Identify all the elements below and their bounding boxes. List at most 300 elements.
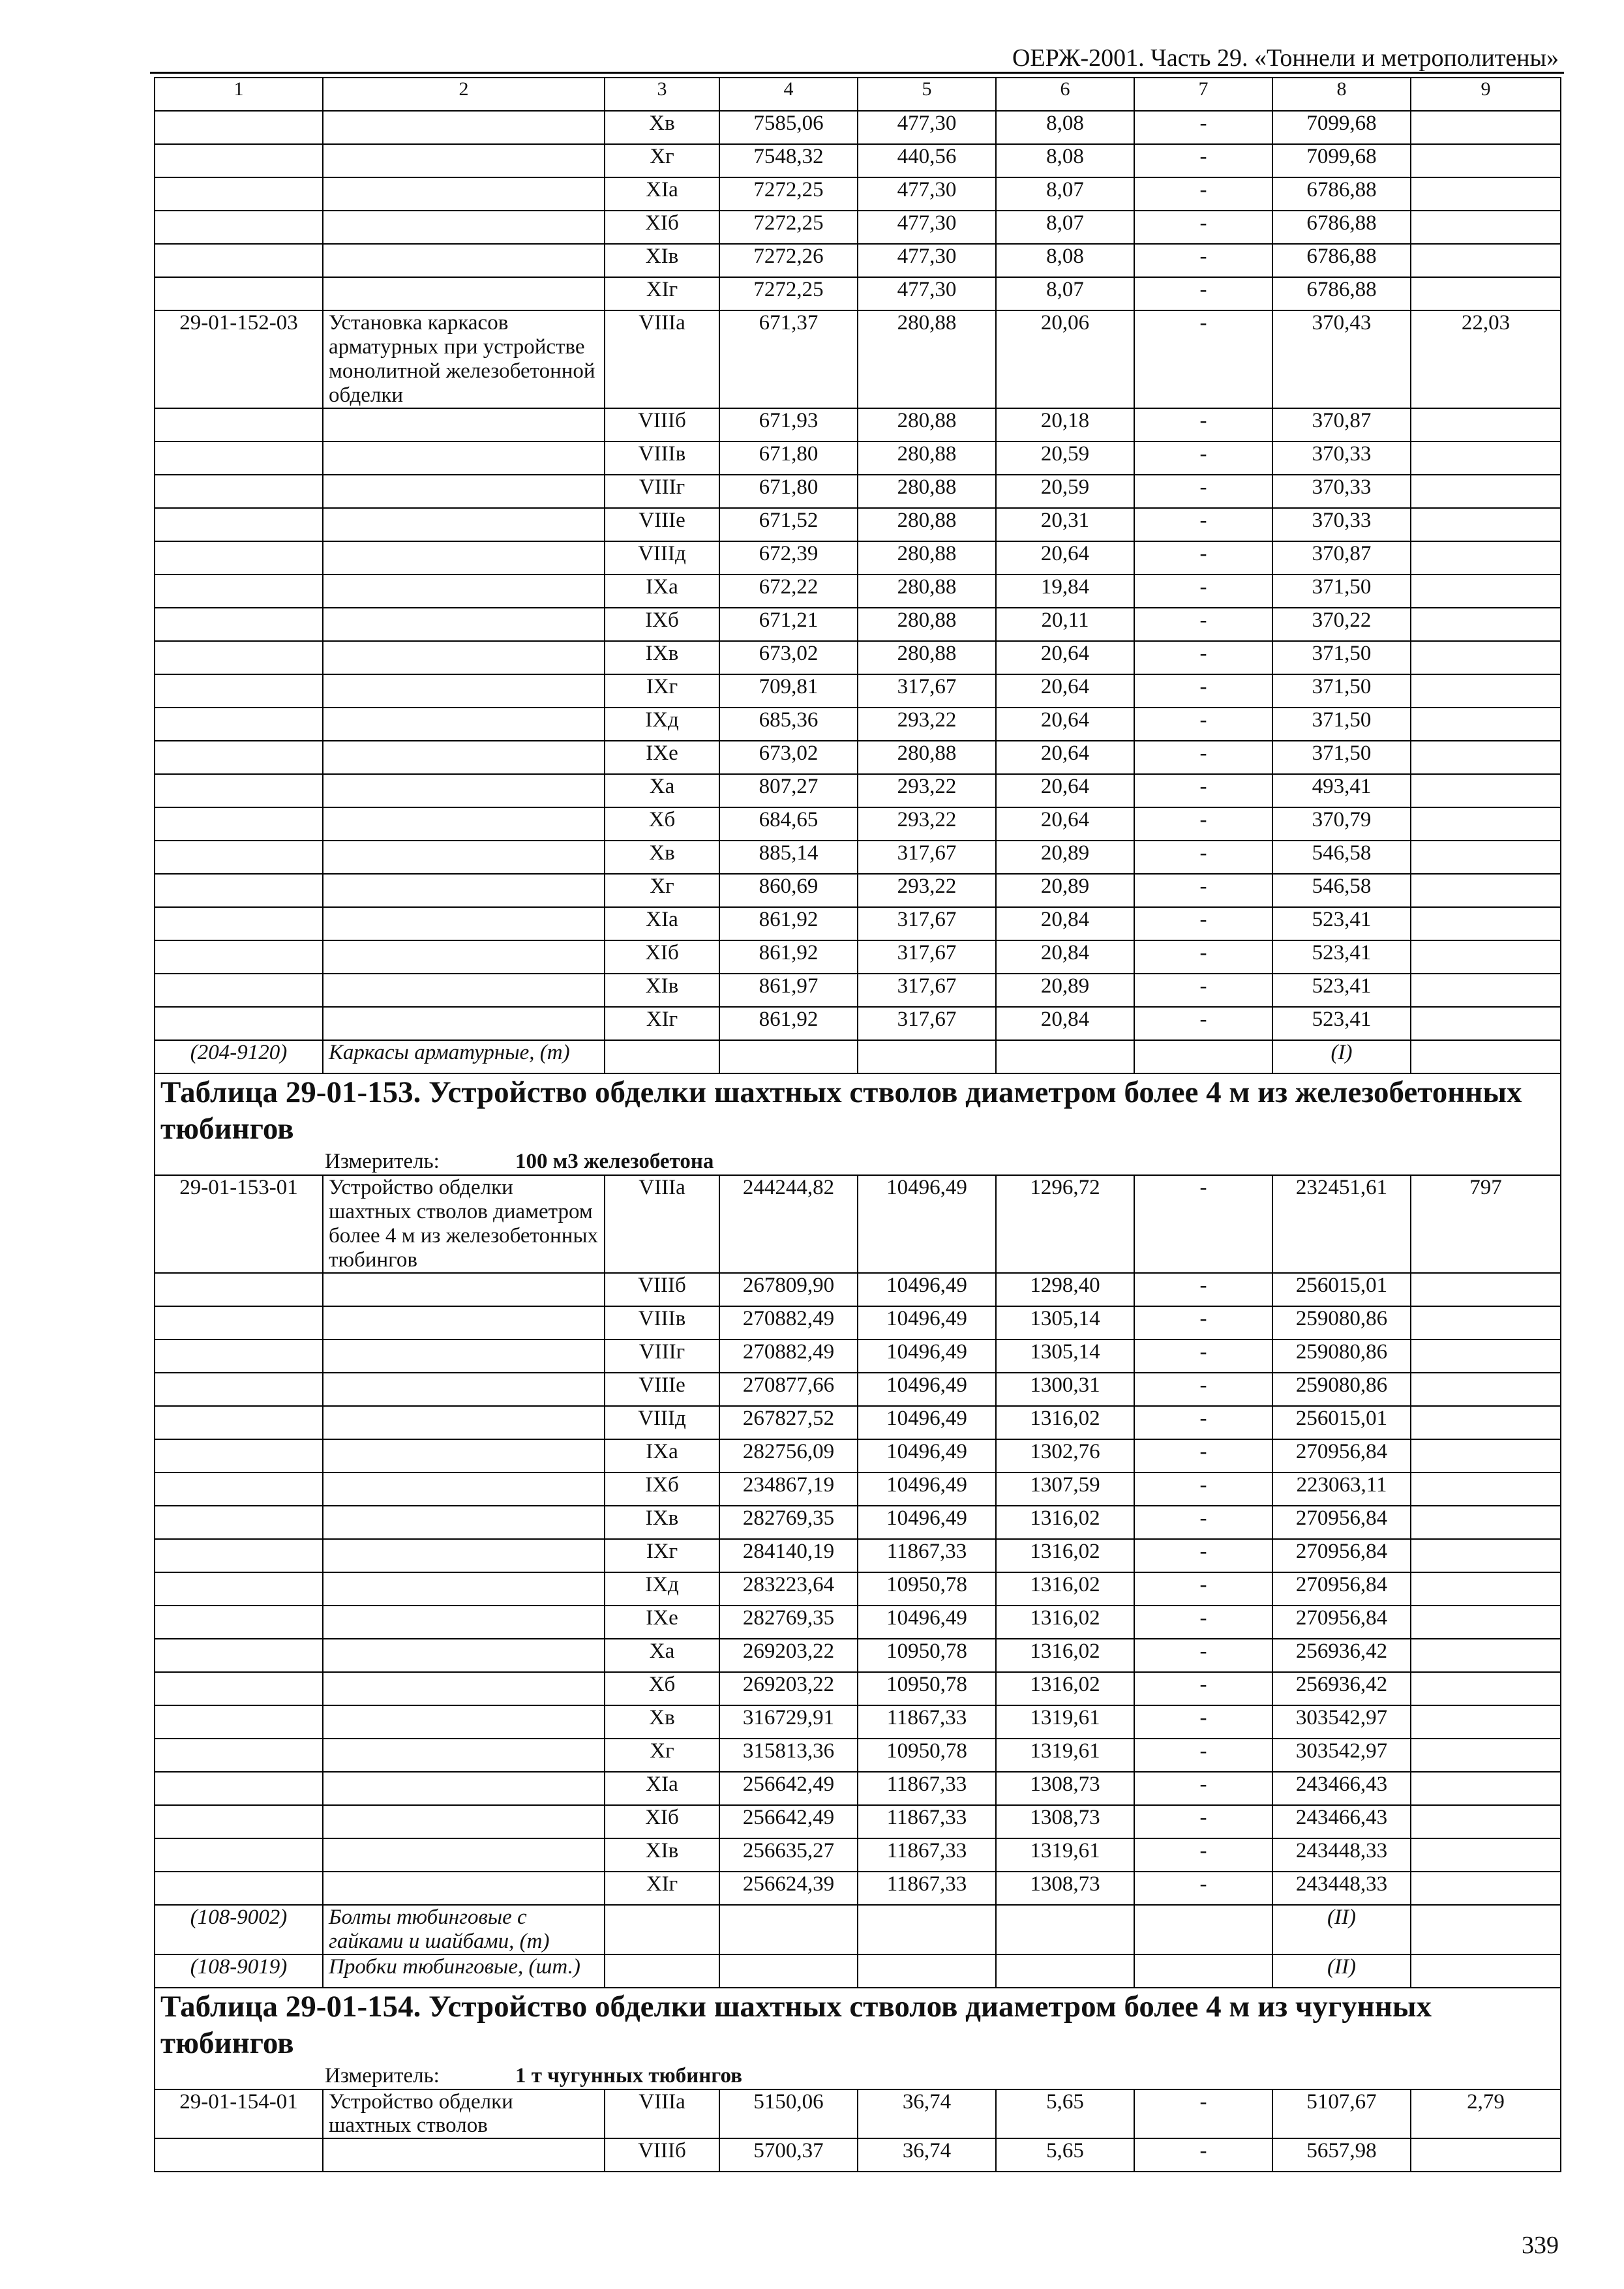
direct-cost: 283223,64 <box>719 1572 858 1606</box>
rate-name <box>323 940 605 974</box>
region-code: VIIIе <box>605 1373 719 1406</box>
measure-value: 1 т чугунных тюбингов <box>515 2063 742 2087</box>
machinist-wages: - <box>1134 1672 1272 1705</box>
rate-name <box>323 475 605 508</box>
machinist-wages: - <box>1134 674 1272 708</box>
wages: 280,88 <box>858 741 996 774</box>
rate-code <box>155 1872 323 1905</box>
direct-cost: 671,21 <box>719 608 858 641</box>
materials-cost: 6786,88 <box>1272 277 1411 310</box>
wages: 477,30 <box>858 277 996 310</box>
table-row <box>155 907 1561 940</box>
materials-cost: 371,50 <box>1272 641 1411 674</box>
materials-cost: 371,50 <box>1272 708 1411 741</box>
direct-cost: 709,81 <box>719 674 858 708</box>
machine-cost: 20,84 <box>996 940 1134 974</box>
wages: 10496,49 <box>858 1439 996 1473</box>
empty-cell <box>1134 1954 1272 1988</box>
direct-cost: 7585,06 <box>719 111 858 144</box>
machine-cost: 20,84 <box>996 1007 1134 1040</box>
region-code: VIIIе <box>605 508 719 541</box>
page-number: 339 <box>1522 2232 1559 2259</box>
region-code: IХг <box>605 674 719 708</box>
machinist-wages: - <box>1134 2138 1272 2172</box>
rate-name <box>323 1373 605 1406</box>
machine-cost: 1308,73 <box>996 1872 1134 1905</box>
labor-cost <box>1411 774 1561 807</box>
direct-cost: 673,02 <box>719 641 858 674</box>
direct-cost: 7272,25 <box>719 211 858 244</box>
table-row <box>155 1772 1561 1805</box>
materials-cost: 270956,84 <box>1272 1539 1411 1572</box>
machine-cost: 20,11 <box>996 608 1134 641</box>
resource-group: (II) <box>1272 1954 1411 1988</box>
wages: 10496,49 <box>858 1306 996 1339</box>
empty-cell <box>719 1040 858 1073</box>
rate-code <box>155 1406 323 1439</box>
column-number: 4 <box>719 78 858 111</box>
rate-name <box>323 441 605 475</box>
table-row <box>155 1506 1561 1539</box>
labor-cost <box>1411 940 1561 974</box>
machinist-wages: - <box>1134 277 1272 310</box>
wages: 10496,49 <box>858 1406 996 1439</box>
labor-cost <box>1411 841 1561 874</box>
materials-cost: 523,41 <box>1272 1007 1411 1040</box>
labor-cost <box>1411 408 1561 441</box>
region-code: IХе <box>605 1606 719 1639</box>
table-row <box>155 807 1561 841</box>
rate-name <box>323 1439 605 1473</box>
empty-cell <box>605 1954 719 1988</box>
region-code: Хв <box>605 841 719 874</box>
region-code: IХв <box>605 641 719 674</box>
table-row <box>155 1306 1561 1339</box>
table-row <box>155 1572 1561 1606</box>
rate-code <box>155 1639 323 1672</box>
rate-code <box>155 2138 323 2172</box>
machine-cost: 1316,02 <box>996 1539 1134 1572</box>
machine-cost: 20,84 <box>996 907 1134 940</box>
column-number-row <box>155 78 1561 111</box>
rate-code <box>155 144 323 177</box>
direct-cost: 885,14 <box>719 841 858 874</box>
measure-label: Измеритель: <box>325 1149 440 1173</box>
table-row <box>155 974 1561 1007</box>
region-code: Хг <box>605 874 719 907</box>
machine-cost: 1319,61 <box>996 1739 1134 1772</box>
empty-cell <box>996 1905 1134 1954</box>
table-row <box>155 1606 1561 1639</box>
machinist-wages: - <box>1134 1306 1272 1339</box>
wages: 11867,33 <box>858 1705 996 1739</box>
table-row <box>155 1838 1561 1872</box>
labor-cost <box>1411 674 1561 708</box>
wages: 11867,33 <box>858 1805 996 1838</box>
table-row <box>155 1339 1561 1373</box>
region-code: IХб <box>605 608 719 641</box>
rate-code <box>155 1705 323 1739</box>
table-row <box>155 441 1561 475</box>
table-row <box>155 244 1561 277</box>
empty-cell <box>1411 1905 1561 1954</box>
direct-cost: 7272,26 <box>719 244 858 277</box>
wages: 440,56 <box>858 144 996 177</box>
rate-code <box>155 1339 323 1373</box>
table-title-154 <box>155 1988 1561 2089</box>
rate-name <box>323 708 605 741</box>
table-title-153 <box>155 1073 1561 1175</box>
materials-cost: 259080,86 <box>1272 1339 1411 1373</box>
empty-cell <box>858 1954 996 1988</box>
wages: 317,67 <box>858 841 996 874</box>
labor-cost <box>1411 907 1561 940</box>
wages: 10950,78 <box>858 1572 996 1606</box>
direct-cost: 861,92 <box>719 907 858 940</box>
wages: 477,30 <box>858 111 996 144</box>
resource-row <box>155 1954 1561 1988</box>
machine-cost: 1302,76 <box>996 1439 1134 1473</box>
table-row <box>155 940 1561 974</box>
column-number: 2 <box>323 78 605 111</box>
rate-code <box>155 1838 323 1872</box>
wages: 293,22 <box>858 774 996 807</box>
resource-row <box>155 1905 1561 1954</box>
rate-name <box>323 1473 605 1506</box>
empty-cell <box>719 1954 858 1988</box>
resource-group: (II) <box>1272 1905 1411 1954</box>
wages: 11867,33 <box>858 1838 996 1872</box>
rate-code <box>155 608 323 641</box>
rate-name <box>323 1606 605 1639</box>
materials-cost: 523,41 <box>1272 974 1411 1007</box>
direct-cost: 267827,52 <box>719 1406 858 1439</box>
table-row <box>155 1473 1561 1506</box>
materials-cost: 523,41 <box>1272 940 1411 974</box>
wages: 10950,78 <box>858 1672 996 1705</box>
rate-code <box>155 974 323 1007</box>
machinist-wages: - <box>1134 441 1272 475</box>
direct-cost: 671,93 <box>719 408 858 441</box>
wages: 36,74 <box>858 2089 996 2139</box>
direct-cost: 270877,66 <box>719 1373 858 1406</box>
measure-label: Измеритель: <box>325 2063 440 2087</box>
machine-cost: 20,59 <box>996 475 1134 508</box>
rate-name <box>323 1273 605 1306</box>
materials-cost: 370,33 <box>1272 441 1411 475</box>
direct-cost: 671,37 <box>719 310 858 408</box>
materials-cost: 5657,98 <box>1272 2138 1411 2172</box>
labor-cost <box>1411 508 1561 541</box>
wages: 10496,49 <box>858 1175 996 1273</box>
rates-table <box>154 77 1561 2172</box>
wages: 280,88 <box>858 541 996 575</box>
machine-cost: 20,18 <box>996 408 1134 441</box>
region-code: Хг <box>605 1739 719 1772</box>
table-row <box>155 874 1561 907</box>
labor-cost <box>1411 1838 1561 1872</box>
region-code: ХIг <box>605 277 719 310</box>
machinist-wages: - <box>1134 408 1272 441</box>
labor-cost <box>1411 1373 1561 1406</box>
machine-cost: 1316,02 <box>996 1639 1134 1672</box>
rate-name <box>323 1339 605 1373</box>
table-row <box>155 1439 1561 1473</box>
rate-name <box>323 641 605 674</box>
rate-name <box>323 841 605 874</box>
machine-cost: 8,07 <box>996 277 1134 310</box>
wages: 10496,49 <box>858 1273 996 1306</box>
region-code: VIIIа <box>605 1175 719 1273</box>
rate-code <box>155 277 323 310</box>
wages: 10950,78 <box>858 1639 996 1672</box>
materials-cost: 6786,88 <box>1272 177 1411 211</box>
direct-cost: 671,52 <box>719 508 858 541</box>
wages: 11867,33 <box>858 1772 996 1805</box>
wages: 317,67 <box>858 907 996 940</box>
wages: 10496,49 <box>858 1606 996 1639</box>
table-row <box>155 2138 1561 2172</box>
labor-cost <box>1411 807 1561 841</box>
wages: 280,88 <box>858 508 996 541</box>
labor-cost <box>1411 1805 1561 1838</box>
region-code: IХд <box>605 1572 719 1606</box>
rate-code <box>155 1273 323 1306</box>
labor-cost <box>1411 1007 1561 1040</box>
direct-cost: 284140,19 <box>719 1539 858 1572</box>
direct-cost: 269203,22 <box>719 1672 858 1705</box>
table-row <box>155 774 1561 807</box>
table-row <box>155 111 1561 144</box>
machinist-wages: - <box>1134 1639 1272 1672</box>
machine-cost: 1305,14 <box>996 1306 1134 1339</box>
materials-cost: 370,87 <box>1272 541 1411 575</box>
rate-name: Устройство обделки шахтных стволов <box>323 2089 605 2139</box>
rate-code <box>155 441 323 475</box>
direct-cost: 315813,36 <box>719 1739 858 1772</box>
materials-cost: 370,79 <box>1272 807 1411 841</box>
rate-code <box>155 1439 323 1473</box>
rate-name <box>323 1672 605 1705</box>
region-code: IХб <box>605 1473 719 1506</box>
rate-name <box>323 1007 605 1040</box>
rate-name <box>323 1838 605 1872</box>
region-code: VIIIб <box>605 408 719 441</box>
region-code: VIIIв <box>605 441 719 475</box>
rate-name <box>323 1572 605 1606</box>
direct-cost: 861,97 <box>719 974 858 1007</box>
direct-cost: 7272,25 <box>719 177 858 211</box>
labor-cost: 22,03 <box>1411 310 1561 408</box>
table-row <box>155 1007 1561 1040</box>
machinist-wages: - <box>1134 1373 1272 1406</box>
table-row <box>155 1373 1561 1406</box>
rate-code <box>155 841 323 874</box>
rate-name: Установка каркасов арматурных при устройстве монолитной железобетонной обделки <box>323 310 605 408</box>
rate-name <box>323 177 605 211</box>
table-row <box>155 277 1561 310</box>
resources-153 <box>155 1905 1561 1988</box>
labor-cost <box>1411 1506 1561 1539</box>
machine-cost: 20,64 <box>996 774 1134 807</box>
labor-cost <box>1411 1572 1561 1606</box>
machinist-wages: - <box>1134 1539 1272 1572</box>
machinist-wages: - <box>1134 1439 1272 1473</box>
region-code: ХIв <box>605 974 719 1007</box>
direct-cost: 860,69 <box>719 874 858 907</box>
machinist-wages: - <box>1134 940 1272 974</box>
rate-code <box>155 874 323 907</box>
materials-cost: 270956,84 <box>1272 1506 1411 1539</box>
materials-cost: 371,50 <box>1272 575 1411 608</box>
direct-cost: 672,22 <box>719 575 858 608</box>
table-row <box>155 1672 1561 1705</box>
rate-name <box>323 408 605 441</box>
labor-cost <box>1411 1739 1561 1772</box>
direct-cost: 7548,32 <box>719 144 858 177</box>
rate-code <box>155 641 323 674</box>
materials-cost: 303542,97 <box>1272 1739 1411 1772</box>
region-code: VIIIд <box>605 1406 719 1439</box>
materials-cost: 370,33 <box>1272 475 1411 508</box>
resource-code: (108-9002) <box>155 1905 323 1954</box>
machinist-wages: - <box>1134 1739 1272 1772</box>
measure-line <box>160 2063 1555 2089</box>
rate-name <box>323 1406 605 1439</box>
direct-cost: 861,92 <box>719 1007 858 1040</box>
direct-cost: 316729,91 <box>719 1705 858 1739</box>
table-row <box>155 310 1561 408</box>
rate-code <box>155 907 323 940</box>
materials-cost: 6786,88 <box>1272 211 1411 244</box>
machinist-wages: - <box>1134 907 1272 940</box>
block-29-01-154-01 <box>155 2089 1561 2172</box>
machine-cost: 20,59 <box>996 441 1134 475</box>
materials-cost: 371,50 <box>1272 674 1411 708</box>
table-title-cell <box>155 1988 1561 2089</box>
machinist-wages: - <box>1134 807 1272 841</box>
table-row <box>155 1739 1561 1772</box>
rate-name <box>323 1872 605 1905</box>
machinist-wages: - <box>1134 974 1272 1007</box>
machine-cost: 8,08 <box>996 111 1134 144</box>
machinist-wages: - <box>1134 575 1272 608</box>
rate-name <box>323 2138 605 2172</box>
direct-cost: 270882,49 <box>719 1306 858 1339</box>
labor-cost <box>1411 441 1561 475</box>
machine-cost: 20,64 <box>996 674 1134 708</box>
machine-cost: 8,08 <box>996 244 1134 277</box>
wages: 10496,49 <box>858 1473 996 1506</box>
machinist-wages: - <box>1134 211 1272 244</box>
region-code: ХIг <box>605 1872 719 1905</box>
materials-cost: 523,41 <box>1272 907 1411 940</box>
machinist-wages: - <box>1134 177 1272 211</box>
direct-cost: 7272,25 <box>719 277 858 310</box>
rate-code <box>155 508 323 541</box>
wages: 11867,33 <box>858 1872 996 1905</box>
region-code: VIIIв <box>605 1306 719 1339</box>
wages: 280,88 <box>858 408 996 441</box>
machinist-wages: - <box>1134 741 1272 774</box>
rate-code <box>155 1306 323 1339</box>
labor-cost <box>1411 1439 1561 1473</box>
empty-cell <box>1134 1905 1272 1954</box>
labor-cost <box>1411 1639 1561 1672</box>
labor-cost <box>1411 144 1561 177</box>
rate-code <box>155 1539 323 1572</box>
continued-rows <box>155 111 1561 310</box>
labor-cost <box>1411 608 1561 641</box>
machine-cost: 8,07 <box>996 177 1134 211</box>
table-row <box>155 575 1561 608</box>
rate-code <box>155 575 323 608</box>
region-code: ХIа <box>605 1772 719 1805</box>
rate-code <box>155 1473 323 1506</box>
table-row <box>155 1175 1561 1273</box>
direct-cost: 282756,09 <box>719 1439 858 1473</box>
column-number: 3 <box>605 78 719 111</box>
table-row <box>155 541 1561 575</box>
rate-name <box>323 1306 605 1339</box>
direct-cost: 244244,82 <box>719 1175 858 1273</box>
table-row <box>155 841 1561 874</box>
region-code: ХIа <box>605 177 719 211</box>
labor-cost <box>1411 111 1561 144</box>
materials-cost: 243448,33 <box>1272 1872 1411 1905</box>
rate-name <box>323 807 605 841</box>
machinist-wages: - <box>1134 708 1272 741</box>
labor-cost <box>1411 1473 1561 1506</box>
labor-cost <box>1411 541 1561 575</box>
region-code: ХIг <box>605 1007 719 1040</box>
table-row <box>155 1273 1561 1306</box>
materials-cost: 256015,01 <box>1272 1273 1411 1306</box>
labor-cost <box>1411 211 1561 244</box>
machinist-wages: - <box>1134 1872 1272 1905</box>
rate-code <box>155 807 323 841</box>
rate-name: Устройство обделки шахтных стволов диаметром более 4 м из железобетонных тюбингов <box>323 1175 605 1273</box>
labor-cost <box>1411 575 1561 608</box>
machine-cost: 1308,73 <box>996 1805 1134 1838</box>
machinist-wages: - <box>1134 541 1272 575</box>
labor-cost <box>1411 1273 1561 1306</box>
table-row <box>155 641 1561 674</box>
labor-cost: 797 <box>1411 1175 1561 1273</box>
materials-cost: 370,43 <box>1272 310 1411 408</box>
region-code: ХIв <box>605 244 719 277</box>
rate-code <box>155 475 323 508</box>
rate-name <box>323 211 605 244</box>
region-code: Хб <box>605 807 719 841</box>
direct-cost: 673,02 <box>719 741 858 774</box>
machinist-wages: - <box>1134 244 1272 277</box>
labor-cost <box>1411 741 1561 774</box>
rate-code <box>155 1506 323 1539</box>
rate-name <box>323 1772 605 1805</box>
direct-cost: 5700,37 <box>719 2138 858 2172</box>
wages: 317,67 <box>858 974 996 1007</box>
rate-name <box>323 1805 605 1838</box>
rate-code <box>155 211 323 244</box>
empty-cell <box>605 1905 719 1954</box>
resource-row <box>155 1040 1561 1073</box>
machine-cost: 1319,61 <box>996 1838 1134 1872</box>
machine-cost: 20,89 <box>996 841 1134 874</box>
column-number: 7 <box>1134 78 1272 111</box>
machine-cost: 5,65 <box>996 2089 1134 2139</box>
rate-name <box>323 774 605 807</box>
